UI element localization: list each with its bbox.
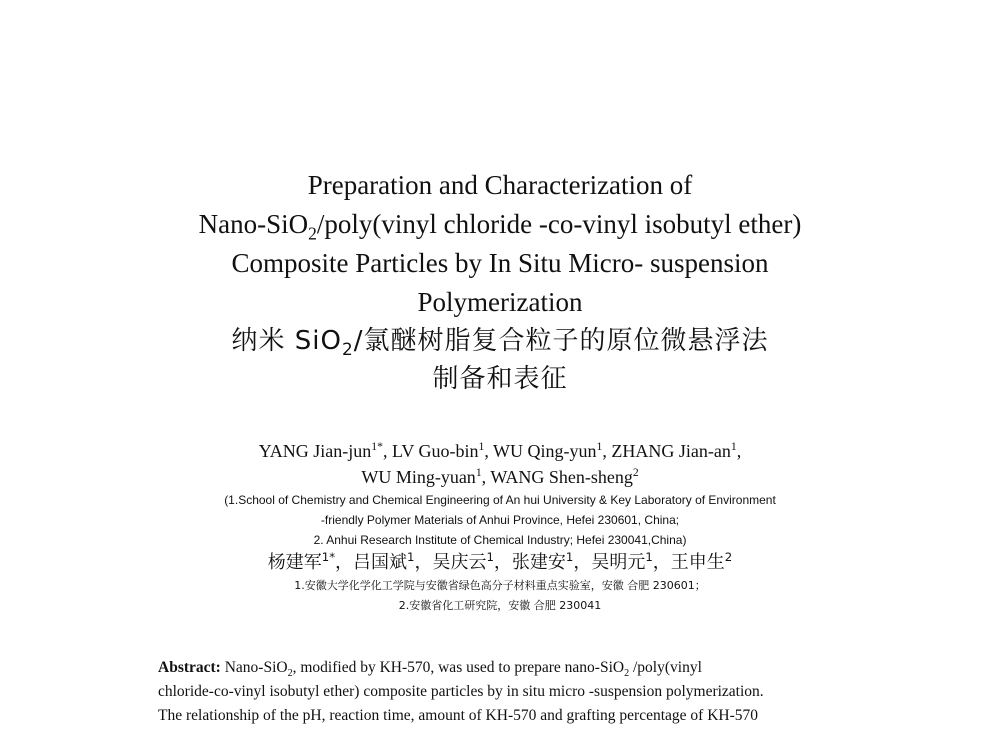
author-name: WU Ming-yuan bbox=[361, 467, 476, 487]
authors-en-line-1: YANG Jian-jun$^{1*}$, LV Guo-bin$^1$, WU Qing-yun$^1$, ZHANG Jian-$an^1$, bbox=[258, 440, 742, 461]
authors-en-line-2: WU Ming-yuan$^1$, WANG Shen-sheng$^2$ bbox=[361, 466, 639, 487]
author-name-zh: 杨建军 bbox=[267, 552, 322, 573]
author-name-zh: 张建安 bbox=[511, 552, 566, 573]
title-en-line-4: Polymerization bbox=[417, 287, 583, 317]
author-name: YANG Jian-jun bbox=[258, 441, 372, 461]
affiliation-en-line-1: (1.School of Chemistry and Chemical Engineering of An hui University & Key Laboratory of Environment bbox=[224, 493, 776, 507]
affiliation-zh-line-1: 1.安徽大学化学化工学院与安徽省绿色高分子材料重点实验室，安徽 合肥 230601； bbox=[294, 579, 706, 592]
author-name-zh: 吴庆云 bbox=[432, 552, 487, 573]
affiliation-en-line-2: -friendly Polymer Materials of Anhui Province, Hefei 230601, China; bbox=[320, 513, 680, 527]
authors-block bbox=[0, 438, 1000, 616]
affiliation-zh-line-2: 2.安徽省化工研究院，安徽 合肥 230041 bbox=[398, 599, 602, 612]
affiliation-en-line-3: 2. Anhui Research Institute of Chemical Industry; Hefei 230041,China) bbox=[313, 533, 687, 547]
title-en-line-2: Nano-SiO$_2$/poly(vinyl chloride -co-vinyl isobutyl ether) bbox=[198, 209, 802, 244]
authors-zh-line: 杨建军$^{1*}$，吕国斌$^1$，吴庆云$^1$，张建安$^1$，吴明元$^1$，王申生$^2$ bbox=[267, 550, 733, 573]
author-name: WANG Shen-sheng bbox=[490, 467, 633, 487]
abstract-label: Abstract: bbox=[158, 659, 221, 676]
abstract-line-3: The relationship of the pH, reaction time, amount of KH-570 and grafting percentage of KH-570 bbox=[158, 707, 759, 724]
author-name-zh: 吕国斌 bbox=[353, 552, 408, 573]
abstract-line-1: Abstract: Nano-SiO$_2$, modified by KH-570, was used to prepare nano-SiO$_2$ /poly(vinyl bbox=[158, 659, 702, 680]
author-name: LV Guo-bin bbox=[391, 441, 479, 461]
title-en-line-3: Composite Particles by In Situ Micro- suspension bbox=[231, 248, 769, 278]
title-en-line-1: Preparation and Characterization of bbox=[307, 170, 693, 200]
author-name: ZHANG Jian-an bbox=[611, 441, 731, 461]
author-name-zh: 吴明元 bbox=[591, 552, 646, 573]
abstract bbox=[158, 656, 838, 728]
title-zh-line-1: 纳米 SiO$_2$/氯醚树脂复合粒子的原位微悬浮法 bbox=[231, 326, 769, 360]
title-zh-line-2: 制备和表征 bbox=[432, 364, 568, 394]
title-block bbox=[0, 166, 1000, 398]
author-name: WU Qing-yun bbox=[493, 441, 597, 461]
abstract-line-2: chloride-co-vinyl isobutyl ether) composite particles by in situ micro -suspension polymerization. bbox=[158, 683, 764, 700]
author-name-zh: 王申生 bbox=[670, 552, 725, 573]
